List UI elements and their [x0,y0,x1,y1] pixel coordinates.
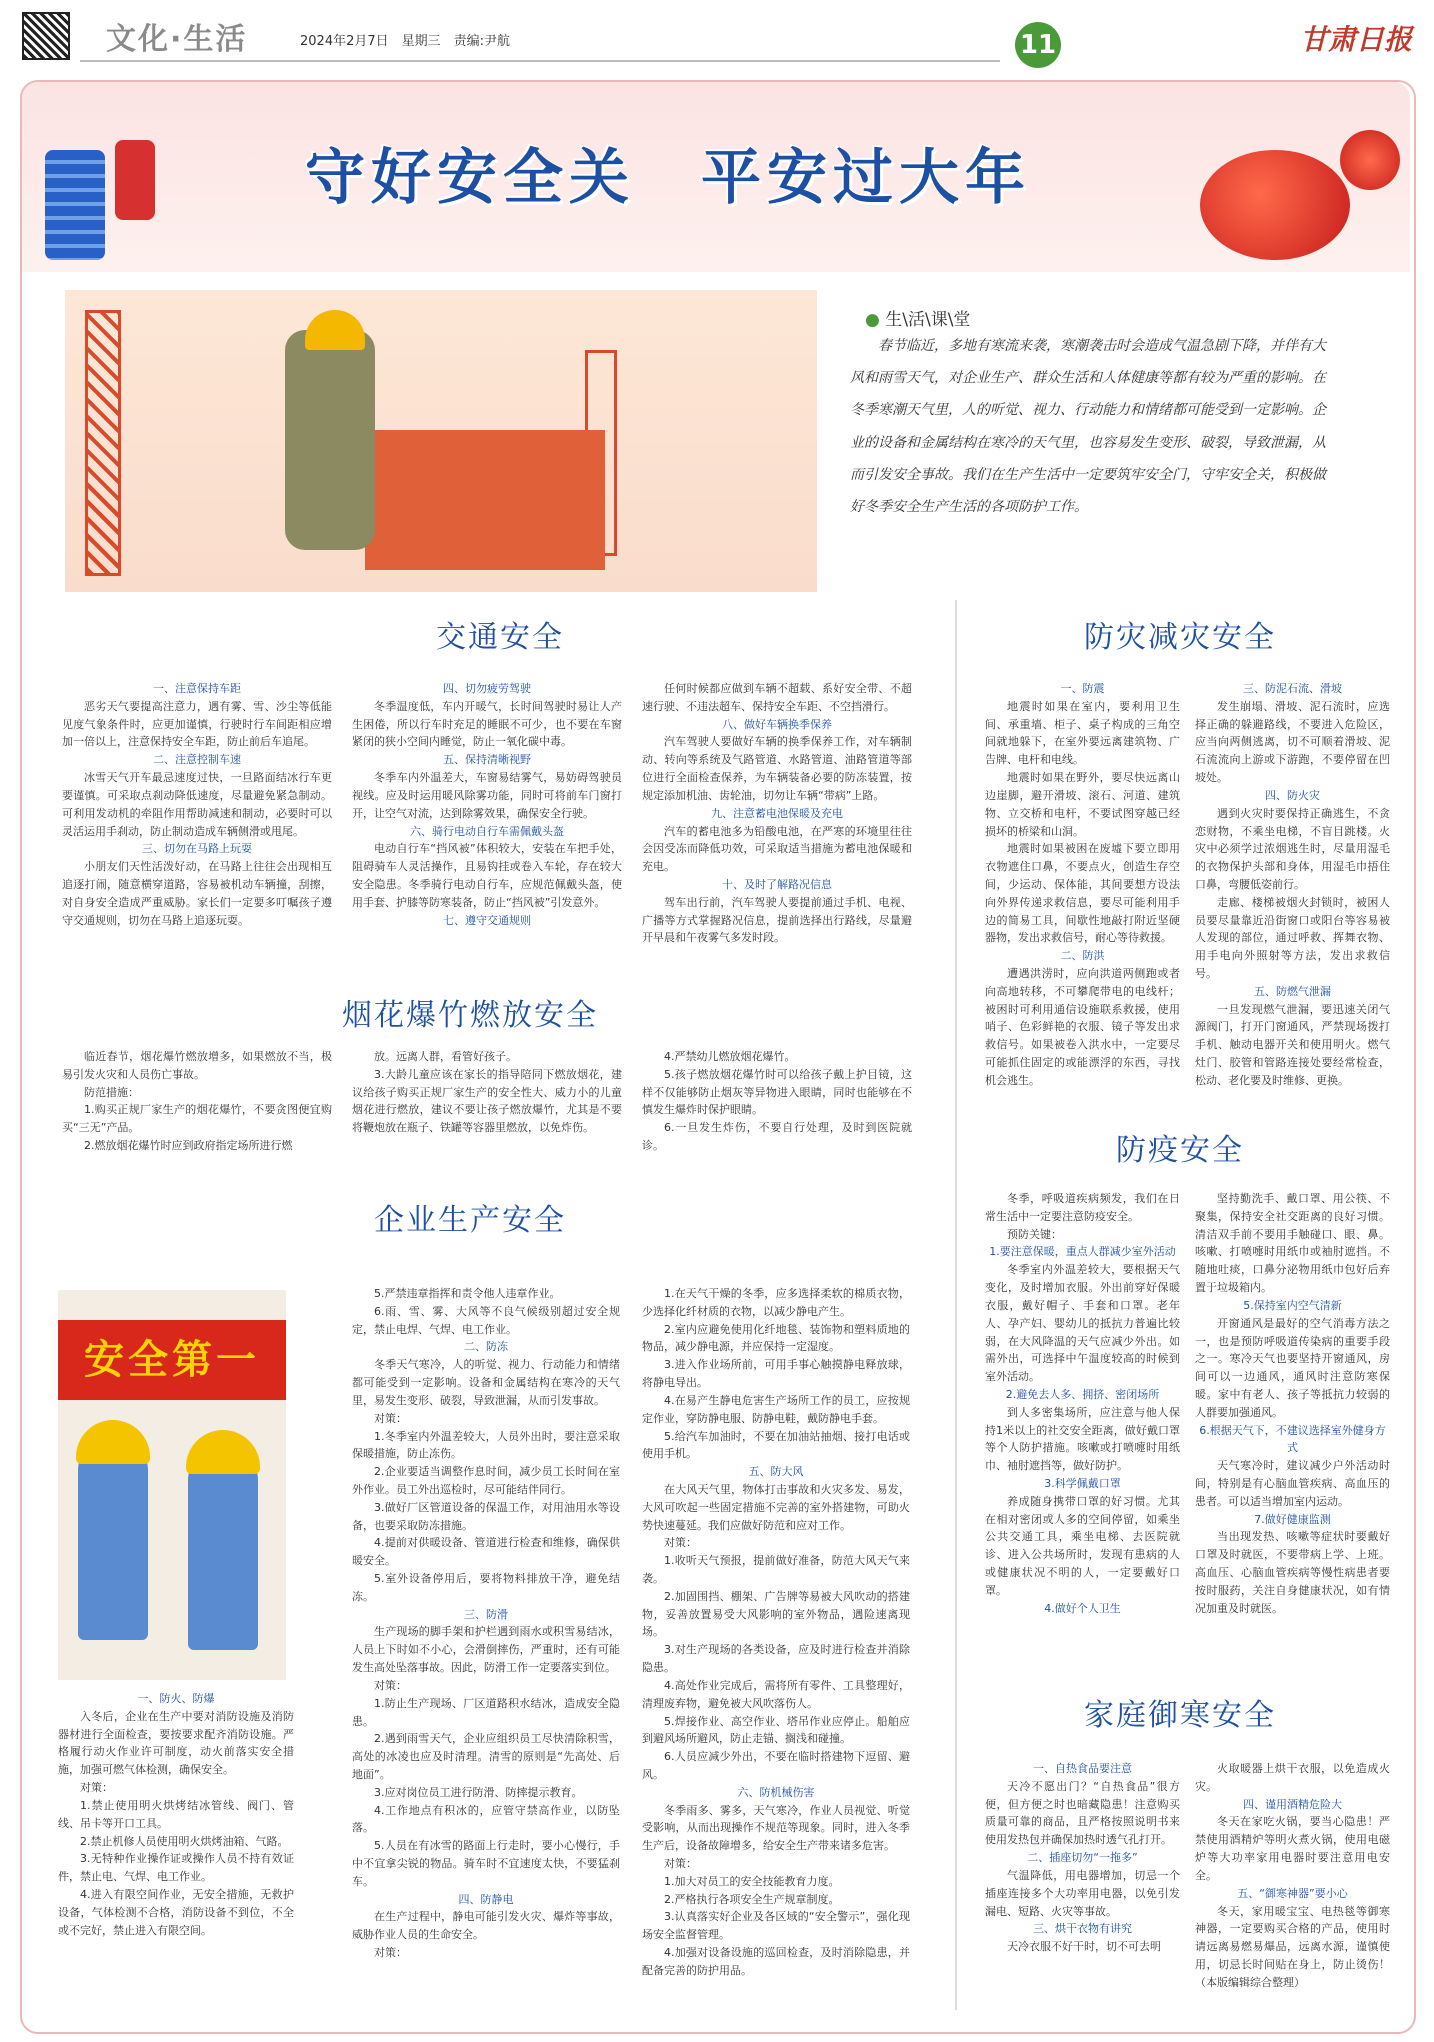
page-title: 守好安全关 平安过大年 [305,143,1031,213]
newspaper-logo: 甘肃日报 [1300,23,1413,56]
subheading: 七、遵守交通规则 [443,913,531,927]
subheading: 3.科学佩戴口罩 [1044,1477,1121,1490]
subheading: 二、防冻 [464,1340,508,1354]
paragraph: 开窗通风是最好的空气消毒方法之一，也是预防呼吸道传染病的重要手段之一。寒冷天气也要坚持开窗通风，房间可以一边通风，通风时注意防寒保暖。家中有老人、孩子等抵抗力较弱的人群要加强通风。 [1195,1316,1390,1419]
paragraph: 到人多密集场所，应注意与他人保持1米以上的社交安全距离，做好戴口罩等个人防护措施。咳嗽或打喷嚏时用纸巾、袖肘遮挡等，做好防护。 [985,1405,1180,1473]
paragraph: 2.禁止机修人员使用明火烘烤油箱、气路。 [80,1834,289,1848]
column-tag: ● 生\活\课\堂 [865,310,971,330]
subheading: 4.做好个人卫生 [1044,1601,1121,1615]
subheading: 四、防火灾 [1265,788,1320,802]
paragraph: 地震时如果在野外，要尽快远离山边崖脚，避开滑坡、滚石、河道、建筑物、立交桥和电杆，不要试图穿越已经损坏的桥梁和山洞。 [985,771,1180,838]
paragraph: 放。远离人群，看管好孩子。 [374,1050,517,1063]
paragraph: 6.雨、雪、雾、大风等不良气候级别超过安全规定，禁止电焊、气焊、电工作业。 [352,1304,620,1336]
paragraph: 冬天在家吃火锅，要当心隐患！严禁使用酒精炉等明火煮火锅，使用电磁炉等大功率家用电器时要注意用电安全。 [1195,1815,1390,1882]
section-name: 文化·生活 [106,22,248,57]
paragraph: 天气寒冷时，建议减少户外活动时间，特别是有心脑血管疾病、高血压的患者。可以适当增加室内运动。 [1195,1459,1390,1508]
paragraph: 地震时如果被困在废墟下要立即用衣物遮住口鼻，不要点火，创造生存空间，少运动、保体能，其间要想方设法向外界传递求救信息，要尽可能利用手边的简易工具，间歇性地敲打附近坚硬器物，发出求救信号，耐心等待救援。 [985,842,1180,945]
section-title-fireworks: 烟花爆竹燃放安全 [342,998,598,1033]
subheading: 一、防火、防爆 [137,1692,215,1705]
page-number: 11 [1015,22,1061,68]
paragraph: 6.人员应减少外出，不要在临时搭建物下逗留、避风。 [642,1750,910,1781]
lantern-icon [45,150,105,260]
paragraph: 3.认真落实好企业及各区域的“安全警示”，强化现场安全监督管理。 [642,1910,910,1942]
paragraph: 6.一旦发生炸伤，不要自行处理，及时到医院就诊。 [642,1121,912,1153]
paragraph: 任何时候都应做到车辆不超载、系好安全带、不超速行驶、不违法超车、保持安全车距、不空挡滑行。 [642,682,912,713]
subheading: 二、插座切勿“一拖多” [1027,1851,1138,1865]
paragraph: 天冷不愿出门？“自热食品”很方便，但方便之时也暗藏隐患！注意购买质量可靠的商品，且严格按照说明书来使用发热包并确保加热时透气孔打开。 [985,1779,1180,1847]
paragraph: 4.进入有限空间作业，无安全措施，无救护设备，气体检测不合格，消防设备不到位，不全或不完好，禁止进入有限空间。 [58,1887,294,1937]
enterprise-col-1 [58,1690,294,1939]
paragraph: 4.严禁幼儿燃放烟花爆竹。 [664,1050,796,1063]
issue-info: 2024年2月7日 星期三 责编:尹航 [300,34,511,49]
subheading: 九、注意蓄电池保暖及充电 [711,806,843,820]
paragraph: 冬天，家用暖宝宝、电热毯等御寒神器，一定要购买合格的产品，使用时请远离易燃易爆品，远离水源，谨慎使用，切忌长时间贴在身上，防止烫伤！（本版编辑综合整理） [1195,1904,1390,1989]
paragraph: 2.严格执行各项安全生产规章制度。 [664,1892,840,1906]
enterprise-col-2 [352,1285,620,1962]
masthead-divider [80,60,1000,62]
paragraph: 汽车驾驶人要做好车辆的换季保养工作，对车辆制动、转向等系统及气路管道、水路管道、油路管道等部位进行全面检查保养，为车辆装备必要的防冻装置，按规定添加机油、齿轮油，切勿让车辆“带病”上路。 [642,735,912,802]
paragraph: 1.禁止使用明火烘烤结冰管线、阀门、管线、吊卡等开口工具。 [58,1798,294,1830]
paragraph: 2.燃放烟花爆竹时应到政府指定场所进行燃 [84,1139,293,1153]
paragraph: 4.加强对设备设施的巡回检查，及时消除隐患，并配备完善的防护用品。 [642,1946,910,1977]
subheading: 四、谨用酒精危险大 [1243,1797,1342,1811]
subheading: 六、防机械伤害 [737,1785,815,1799]
subheading: 一、自热食品要注意 [1033,1762,1132,1775]
paragraph: 发生崩塌、滑坡、泥石流时，应选择正确的躲避路线，不要进入危险区，应当向两侧逃离，切不可顺着滑坡、泥石流流向上游或下游跑，不要停留在凹坡处。 [1195,699,1390,785]
paragraph: 3.做好厂区管道设备的保温工作，对用油用水等设备，也要采取防冻措施。 [352,1500,620,1532]
paragraph: 临近春节，烟花爆竹燃放增多，如果燃放不当，极易引发火灾和人员伤亡事故。 [62,1050,332,1081]
paragraph: 冰雪天气开车最忌速度过快，一旦路面结冰行车更要谨慎。可采取点刹动降低速度，尽量避免紧急制动。可利用发动机的牵阻作用帮助减速和制动，必要时可以灵活运用手刹动，防止制动造成车辆侧滑或甩尾。 [62,771,332,838]
paragraph: 3.大龄儿童应该在家长的指导陪同下燃放烟花，建议给孩子购买正规厂家生产的安全性大、威力小的儿童烟花进行燃放，建议不要让孩子燃放爆竹，尤其是不要将鞭炮放在瓶子、铁罐等容器里燃放，以免炸伤。 [352,1067,622,1135]
paragraph: 预防关键： [1007,1227,1062,1241]
helmet-icon [186,1430,260,1474]
subheading: 一、防震 [1060,682,1105,695]
paragraph: 在大风天气里，物体打击事故和火灾多发、易发，大风可吹起一些固定措施不完善的室外搭建物，可助火势快速蔓延。我们应做好防范和应对工作。 [642,1482,910,1532]
paragraph: 坚持勤洗手、戴口罩、用公筷、不聚集，保持安全社交距离的良好习惯。清洁双手前不要用手触碰口、眼、鼻。咳嗽、打喷嚏时用纸巾或袖肘遮挡。不随地吐痰，口鼻分泌物用纸巾包好后弃置于垃圾箱内。 [1195,1192,1390,1295]
paragraph: 遇到火灾时要保持正确逃生，不贪恋财物，不乘坐电梯，不盲目跳楼。火灾中必须学过浓烟逃生时，尽量用湿毛的衣物保护头部和身体，用湿毛巾捂住口鼻，弯腰低姿前行。 [1195,806,1390,891]
section-title-epidemic: 防疫安全 [1116,1133,1244,1168]
subheading: 三、切勿在马路上玩耍 [142,842,252,856]
enterprise-col-3 [642,1285,910,1980]
paragraph: 5.给汽车加油时，不要在加油站抽烟、接打电话或使用手机。 [642,1429,910,1461]
subheading: 三、烘干衣物有讲究 [1033,1922,1132,1936]
paragraph: 气温降低，用电器增加，切忌一个插座连接多个大功率用电器，以免引发漏电、短路、火灾等事故。 [985,1868,1180,1918]
subheading: 五、防燃气泄漏 [1254,984,1331,998]
paragraph: 3.应对岗位员工进行防滑、防摔提示教育。 [374,1785,583,1799]
paragraph: 对策： [664,1536,697,1550]
building-icon [365,430,605,570]
paragraph: 火取暖器上烘干衣服，以免造成火灾。 [1195,1762,1390,1793]
subheading: 二、防洪 [1060,949,1105,963]
paragraph: 天冷衣服不好干时，切不可去明 [1007,1940,1161,1954]
fireworks-col-3 [642,1048,912,1155]
paragraph: 1.冬季室内外温差较大，人员外出时，要注意采取保暖措施，防止冻伤。 [352,1429,620,1461]
qr-code-icon[interactable] [22,12,70,60]
subheading: 二、注意控制车速 [153,753,241,767]
paragraph: 冬季温度低，车内开暖气，长时间驾驶时易让人产生困倦，所以行车时充足的睡眠不可少，也不要在车窗紧闭的狭小空间内睡觉，防止一氧化碳中毒。 [352,699,622,749]
subheading: 6.根据天气下，不建议选择室外健身方式 [1199,1423,1386,1455]
paragraph: 4.在易产生静电危害生产场所工作的员工，应按规定作业，穿防静电服、防静电鞋，戴防静电手套。 [642,1393,910,1425]
subheading: 五、保持清晰视野 [443,753,531,767]
paragraph: 对策： [374,1678,407,1692]
red-lantern-icon [1200,150,1350,260]
fireworks-col-1 [62,1048,332,1155]
paragraph: 走廊、楼梯被烟火封锁时，被困人员要尽量靠近沿街窗口或阳台等容易被人发现的部位，通过呼救、挥舞衣物、用手电向外照射等方法，发出求救信号。 [1195,895,1390,980]
paragraph: 1.防止生产现场、厂区道路积水结冰，造成安全隐患。 [352,1696,620,1728]
paragraph: 2.加固围挡、棚架、广告牌等易被大风吹动的搭建物，妥善放置易受大风影响的室外物品，遇险速离现场。 [642,1589,910,1639]
subheading: 八、做好车辆换季保养 [722,717,832,731]
paragraph: 冬季室内外温差较大，要根据天气变化，及时增加衣服。外出前穿好保暖衣服，戴好帽子、手套和口罩。老年人、孕产妇、婴幼儿的抵抗力普遍比较弱，在大风降温的天气应减少外出。如需外出，可选择中午温度较高的时候到室外活动。 [985,1263,1180,1384]
subheading: 六、骑行电动自行车需佩戴头盔 [410,824,564,838]
subheading: 1.要注意保暖，重点人群减少室外活动 [989,1245,1176,1259]
worker-figure [188,1450,258,1650]
subheading: 四、切勿疲劳驾驶 [443,682,531,695]
paragraph: 电动自行车“挡风被”体积较大，安装在车把手处，阻碍骑车人灵活操作，且易钩挂或卷入车轮，存在较大安全隐患。冬季骑行电动自行车，应规范佩戴头盔，使用手套、护膝等防寒装备，防止“挡风被”引发意外。 [352,842,622,909]
paragraph: 4.提前对供暖设备、管道进行检查和维修，确保供暖安全。 [352,1536,620,1568]
paragraph: 3.无特种作业操作证或操作人员不持有效证件，禁止电、气焊、电工作业。 [58,1852,294,1884]
paragraph: 防范措施： [84,1085,139,1099]
paragraph: 对策： [374,1411,407,1425]
paragraph: 4.高处作业完成后，需将所有零件、工具整理好，清理废弃物，避免被大风吹落伤人。 [642,1678,910,1710]
paragraph: 养成随身携带口罩的好习惯。尤其在相对密闭或人多的空间停留，如乘坐公共交通工具，乘坐电梯、去医院就诊、进入公共场所时，发现有患病的人或健康状况不明的人，一定要戴好口罩。 [985,1494,1180,1597]
section-title-enterprise: 企业生产安全 [374,1203,566,1238]
safety-first-illustration [58,1290,286,1680]
paragraph: 2.企业要适当调整作息时间，减少员工长时间在室外作业。员工外出巡检时，尽可能结伴同行。 [352,1465,620,1496]
red-lantern-icon [1340,130,1400,190]
paragraph: 恶劣天气要提高注意力，遇有雾、雪、沙尘等低能见度气象条件时，应更加谨慎，行驶时行车间距相应增加一倍以上，注意保持安全车距，防止前后车追尾。 [62,699,332,749]
paragraph: 2.室内应避免使用化纤地毯、装饰物和塑料质地的物品，减少静电源，并应保持一定湿度。 [642,1322,910,1354]
subheading: 三、防泥石流、滑坡 [1243,682,1342,695]
traffic-col-3 [642,680,912,947]
subheading: 三、防滑 [464,1607,508,1621]
paragraph: 5.严禁违章指挥和责令他人违章作业。 [374,1287,561,1300]
subheading: 2.避免去人多、拥挤、密闭场所 [1005,1387,1160,1401]
epidemic-col-2 [1195,1190,1390,1618]
paragraph: 冬季，呼吸道疾病频发，我们在日常生活中一定要注意防疫安全。 [985,1192,1180,1223]
paragraph: 对策： [80,1781,113,1795]
paragraph: 对策： [374,1946,407,1960]
paragraph: 3.对生产现场的各类设备，应及时进行检查并消除隐患。 [642,1643,910,1675]
paragraph: 3.进入作业场所前，可用手事心触摸静电释放球，将静电导出。 [642,1358,910,1390]
safety-sign: 安全第一 [58,1320,286,1400]
section-title-traffic: 交通安全 [436,620,564,655]
paragraph: 冬季雨多、雾多，天气寒冷，作业人员视觉、听觉受影响，从而出现操作不规范等现象。同时，进入冬季生产后，设备故障增多，给安全生产带来诸多危害。 [642,1803,910,1853]
disaster-col-2 [1195,680,1390,1090]
home-col-2 [1195,1760,1390,1992]
paragraph: 当出现发热、咳嗽等症状时要戴好口罩及时就医，不要带病上学、上班。高血压、心脑血管疾病等慢性病患者要按时服药，关注自身健康状况，如有情况加重及时就医。 [1195,1530,1390,1615]
paragraph: 入冬后，企业在生产中要对消防设施及消防器材进行全面检查，要按要求配齐消防设施。严格履行动火作业许可制度，动火前落实安全措施，加强可燃气体检测，确保安全。 [58,1709,294,1777]
fireworks-col-2 [352,1048,622,1137]
subheading: 7.做好健康监测 [1254,1512,1331,1526]
paragraph: 2.遇到雨雪天气，企业应组织员工尽快清除积雪，高处的冰凌也应及时清理。清雪的原则是“先高处、后地面”。 [352,1732,620,1781]
paragraph: 驾车出行前，汽车驾驶人要提前通过手机、电视、广播等方式掌握路况信息，提前选择出行路线，尽量避开早晨和午夜雾气多发时段。 [642,895,912,945]
worker-figure [285,330,375,550]
paragraph: 在生产过程中，静电可能引发火灾、爆炸等事故，威胁作业人员的生命安全。 [352,1910,620,1942]
traffic-col-1 [62,680,332,929]
crane-icon [85,310,121,576]
subheading: 五、防大风 [748,1465,804,1479]
paragraph: 1.加大对员工的安全技能教育力度。 [664,1874,840,1888]
paragraph: 1.收听天气预报，提前做好准备，防范大风天气来袭。 [642,1554,910,1585]
epidemic-col-1 [985,1190,1180,1618]
section-title-disaster: 防灾减灾安全 [1084,620,1276,655]
traffic-col-2 [352,680,622,929]
paragraph: 冬季天气寒冷，人的听觉、视力、行动能力和情绪都可能受到一定影响。设备和金属结构在寒冷的天气里，易发生变形、破裂，导致泄漏，从而引发事故。 [352,1358,620,1407]
subheading: 十、及时了解路况信息 [722,877,832,891]
paragraph: 地震时如果在室内，要利用卫生间、承重墙、柜子、桌子构成的三角空间就地躲下，在室外要远离建筑物、广告牌、电杆和电线。 [985,699,1180,767]
subheading: 四、防静电 [458,1892,514,1906]
paragraph: 汽车的蓄电池多为铅酸电池，在严寒的环境里往往会因受冻而降低功效，可采取适当措施为蓄电池保暖和充电。 [642,824,912,874]
paragraph: 5.室外设备停用后，要将物料排放干净，避免结冻。 [352,1572,620,1603]
subheading: 五、“御寒神器”要小心 [1237,1886,1348,1900]
subheading: 一、注意保持车距 [153,682,241,695]
paragraph: 1.在天气干燥的冬季，应多选择柔软的棉质衣物，少选择化纤材质的衣物，以减少静电产生。 [642,1287,910,1318]
paragraph: 对策： [664,1857,697,1870]
section-title-home: 家庭御寒安全 [1084,1698,1276,1733]
paragraph: 4.工作地点有积冰的，应管守禁高作业，以防坠落。 [352,1803,620,1835]
subheading: 5.保持室内空气清新 [1243,1298,1342,1312]
paragraph: 生产现场的脚手架和护栏遇到雨水或积雪易结冰，人员上下时如不小心，会滑倒摔伤，严重时，还有可能发生高处坠落事故。因此，防滑工作一定要落实到位。 [352,1625,620,1675]
disaster-col-1 [985,680,1180,1090]
helmet-icon [76,1420,150,1464]
paragraph: 5.人员在有冰雪的路面上行走时，要小心慢行，手中不宜拿尖锐的物品。骑车时不宜速度太快，不要猛刹车。 [352,1839,620,1888]
lantern-icon [115,140,155,220]
worker-figure [78,1440,148,1640]
construction-illustration [65,290,817,592]
intro-paragraph: 春节临近，多地有寒流来袭，寒潮袭击时会造成气温急剧下降，并伴有大风和雨雪天气，对企业生产、群众生活和人体健康等都有较为严重的影响。在冬季寒潮天气里，人的听觉、视力、行动能力和情绪都可能受到一定影响。企业的设备和金属结构在寒冷的天气里，也容易发生变形、破裂，导致泄漏，从而引发安全事故。我们在生产生活中一定要筑牢安全门，守牢安全关，积极做好冬季安全生产生活的各项防护工作。 [850,338,1326,515]
paragraph: 冬季车内外温差大，车窗易结雾气，易妨碍驾驶员视线。应及时运用暖风除雾功能，同时可将前车门窗打开，让空气对流，达到除雾效果，确保安全行驶。 [352,771,622,820]
paragraph: 一旦发现燃气泄漏，要迅速关闭气源阀门，打开门窗通风，严禁现场拨打手机、触动电器开关和使用明火。燃气灶门、胶管和管路连接处要经常检查，松动、老化要及时维修、更换。 [1195,1002,1390,1087]
paragraph: 5.焊接作业、高空作业、塔吊作业应停止。船舶应到避风场所避风，防止走锚、搁浅和碰撞。 [642,1714,910,1746]
paragraph: 1.购买正规厂家生产的烟花爆竹，不要贪图便宜购买“三无”产品。 [62,1103,332,1135]
column-divider [955,600,957,2010]
paragraph: 遭遇洪涝时，应向洪道两侧跑或者向高地转移，不可攀爬带电的电线杆；被困时可利用通信设施联系救援，使用哨子、色彩鲜艳的衣服、镜子等发出求救信号。如果被卷入洪水中，一定要尽可能抓住固定的或能漂浮的东西，寻找机会逃生。 [985,967,1180,1087]
home-col-1 [985,1760,1180,1956]
paragraph: 小朋友们天性活泼好动，在马路上往往会出现相互追逐打闹，随意横穿道路，容易被机动车辆撞，刮擦，对自身安全造成严重威胁。家长们一定要多叮嘱孩子遵守交通规则，切勿在马路上追逐玩耍。 [62,860,332,927]
masthead [0,0,1434,75]
paragraph: 5.孩子燃放烟花爆竹时可以给孩子戴上护目镜，这样不仅能够防止烟灰等异物进入眼睛，同时也能够在不慎发生爆炸时保护眼睛。 [642,1067,912,1117]
